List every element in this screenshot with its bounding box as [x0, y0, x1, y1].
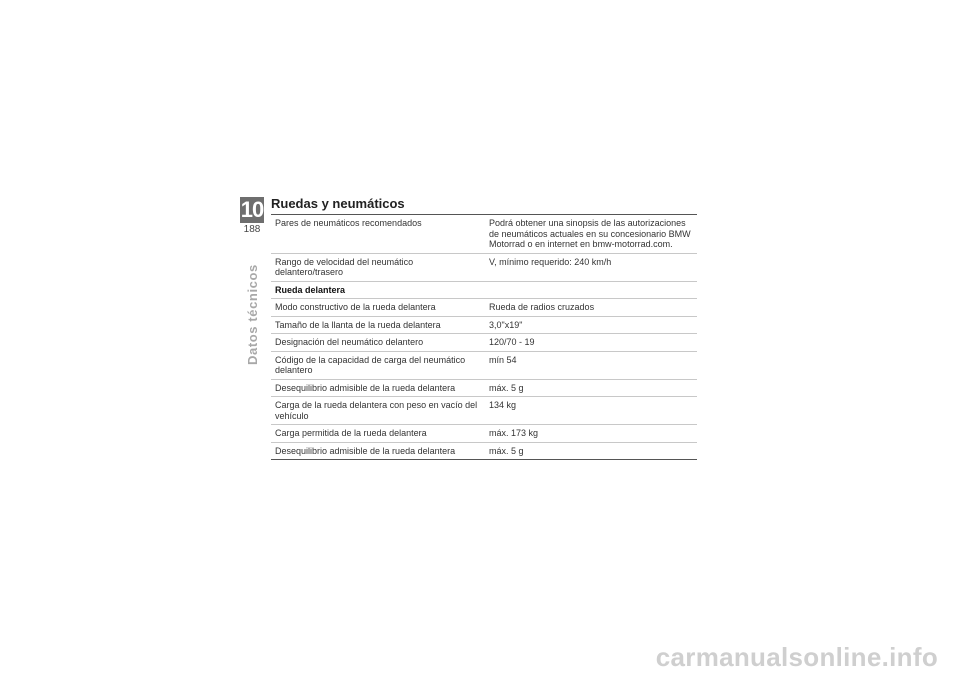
table-row [271, 425, 697, 443]
spec-label: Modo constructivo de la rueda delantera [271, 299, 485, 317]
spec-label: Carga permitida de la rueda delantera [271, 425, 485, 443]
subheading-front-wheel: Rueda delantera [271, 281, 697, 299]
spec-value: Rueda de radios cruzados [485, 299, 697, 317]
table-row [271, 334, 697, 352]
spec-value: 120/70 - 19 [485, 334, 697, 352]
spec-label: Rango de velocidad del neumático delantero/trasero [271, 253, 485, 281]
table-row [271, 253, 697, 281]
spec-table [271, 214, 697, 460]
table-row [271, 316, 697, 334]
chapter-number: 10 [240, 197, 264, 222]
page-number: 188 [243, 224, 261, 235]
table-subheading-row [271, 281, 697, 299]
spec-label: Código de la capacidad de carga del neumático delantero [271, 351, 485, 379]
spec-label: Desequilibrio admisible de la rueda delantera [271, 442, 485, 460]
spec-value: máx. 5 g [485, 379, 697, 397]
table-row [271, 351, 697, 379]
spec-label: Tamaño de la llanta de la rueda delantera [271, 316, 485, 334]
spec-value: máx. 5 g [485, 442, 697, 460]
spec-label: Desequilibrio admisible de la rueda delantera [271, 379, 485, 397]
chapter-badge [240, 197, 264, 236]
spec-value: 134 kg [485, 397, 697, 425]
table-row [271, 215, 697, 254]
spec-label: Designación del neumático delantero [271, 334, 485, 352]
table-row [271, 442, 697, 460]
spec-label: Pares de neumáticos recomendados [271, 215, 485, 254]
watermark-text: carmanualsonline.info [655, 642, 938, 672]
spec-value: 3,0"x19" [485, 316, 697, 334]
spec-value: máx. 173 kg [485, 425, 697, 443]
table-row [271, 379, 697, 397]
spec-value: Podrá obtener una sinopsis de las autorizaciones de neumáticos actuales en su concesionario BMW Motorrad o en internet en bmw-motorrad.com. [485, 215, 697, 254]
table-row [271, 299, 697, 317]
section-title: Ruedas y neumáticos [271, 196, 405, 211]
spec-value: mín 54 [485, 351, 697, 379]
spec-value: V, mínimo requerido: 240 km/h [485, 253, 697, 281]
chapter-side-label: Datos técnicos [245, 264, 260, 365]
spec-label: Carga de la rueda delantera con peso en vacío del vehículo [271, 397, 485, 425]
table-row [271, 397, 697, 425]
